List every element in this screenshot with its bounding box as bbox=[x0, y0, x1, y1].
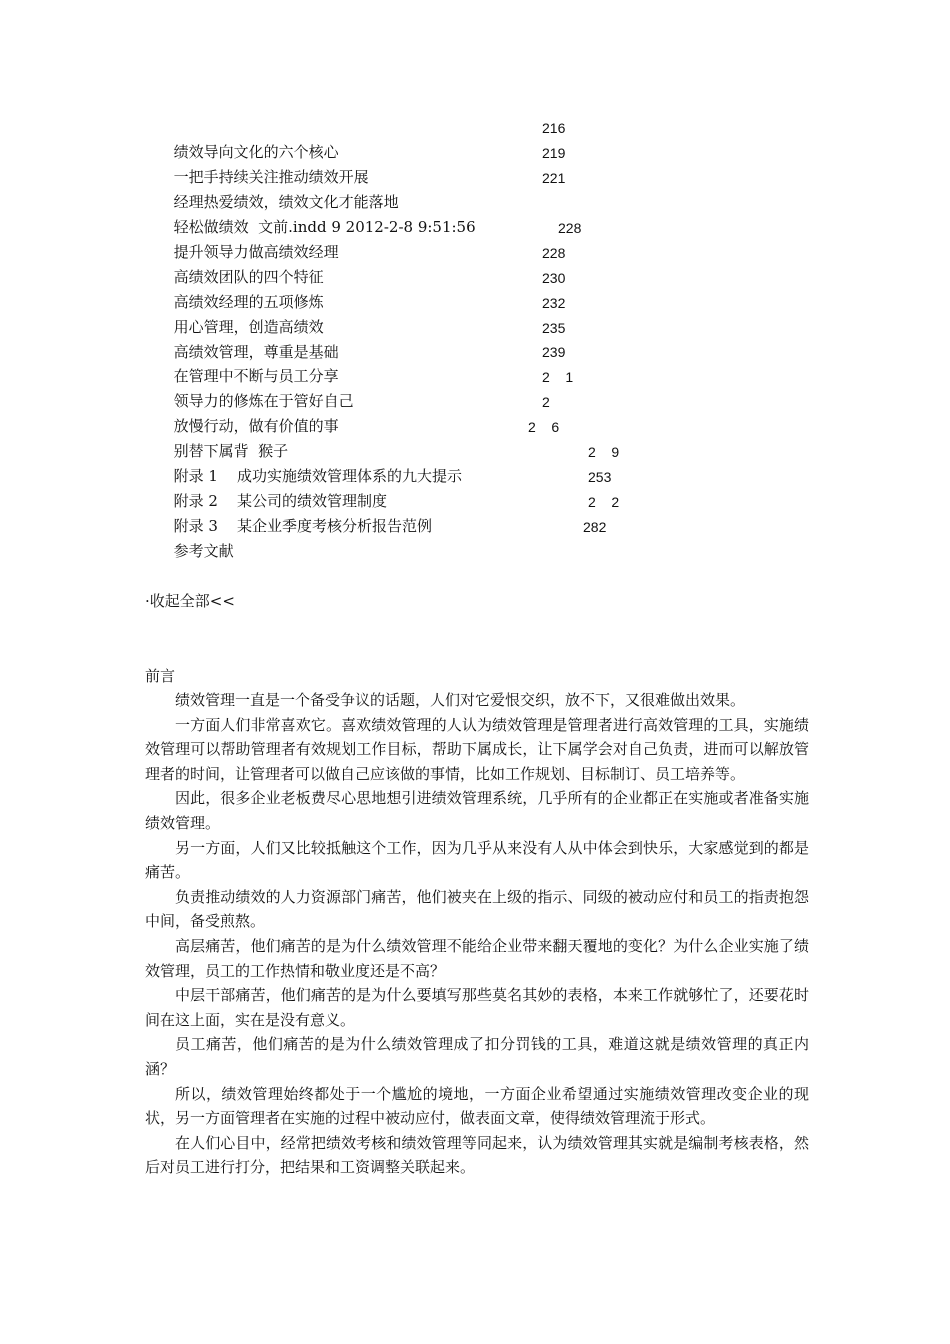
preface-paragraph: 负责推动绩效的人力资源部门痛苦，他们被夹在上级的指示、同级的被动应付和员工的指责抱怨中间，备受煎熬。 bbox=[145, 887, 809, 931]
toc-entry-title: 在管理中不断与员工分享 bbox=[173, 367, 339, 385]
toc-entry-title: 高绩效经理的五项修炼 bbox=[173, 293, 324, 311]
preface-body bbox=[145, 688, 809, 1180]
toc-entry-file-info bbox=[145, 191, 476, 236]
preface-paragraph: 在人们心目中，经常把绩效考核和绩效管理等同起来，认为绩效管理其实就是编制考核表格，然后对员工进行打分，把结果和工资调整关联起来。 bbox=[145, 1133, 809, 1177]
toc-entry-title: 绩效导向文化的六个核心 bbox=[173, 143, 339, 161]
toc-entry-title: 附录 2 某公司的绩效管理制度 bbox=[173, 492, 387, 510]
preface-paragraph: 中层干部痛苦，他们痛苦的是为什么要填写那些莫名其妙的表格，本来工作就够忙了，还要花时间在这上面，实在是没有意义。 bbox=[145, 986, 809, 1029]
toc-entry-title: 放慢行动，做有价值的事 bbox=[173, 417, 339, 435]
toc-entry[interactable] bbox=[145, 365, 574, 410]
toc-entry-page: 2 9 bbox=[588, 444, 620, 460]
toc-entry-title: 高绩效管理，尊重是基础 bbox=[173, 343, 339, 361]
toc-entry-title: 经理热爱绩效，绩效文化才能落地 bbox=[173, 193, 399, 211]
toc-entry-page: 221 bbox=[542, 170, 566, 186]
toc-entry-page: 282 bbox=[583, 519, 607, 535]
toc-entry-page: 228 bbox=[558, 220, 582, 236]
preface-heading: 前言 bbox=[145, 667, 176, 685]
toc-entry-page: 2 bbox=[542, 394, 550, 410]
toc-entry-page: 235 bbox=[542, 320, 566, 336]
toc-entry-page: 253 bbox=[588, 469, 612, 485]
preface-paragraph: 绩效管理一直是一个备受争议的话题，人们对它爱恨交织，放不下，又很难做出效果。 bbox=[175, 691, 746, 709]
toc-entry-title: 用心管理，创造高绩效 bbox=[173, 318, 324, 336]
preface-paragraph: 因此，很多企业老板费尽心思地想引进绩效管理系统，几乎所有的企业都正在实施或者准备实施绩效管理。 bbox=[145, 789, 809, 832]
toc-entry-page: 228 bbox=[542, 245, 566, 261]
toc-entry-title: 一把手持续关注推动绩效开展 bbox=[173, 168, 369, 186]
preface-paragraph: 高层痛苦，他们痛苦的是为什么绩效管理不能给企业带来翻天覆地的变化？为什么企业实施了绩效管理，员工的工作热情和敬业度还是不高？ bbox=[145, 936, 809, 980]
toc-entry-page: 232 bbox=[542, 295, 566, 311]
preface-paragraph: 所以，绩效管理始终都处于一个尴尬的境地，一方面企业希望通过实施绩效管理改变企业的现状，另一方面管理者在实施的过程中被动应付，做表面文章，使得绩效管理流于形式。 bbox=[145, 1084, 809, 1128]
toc-entry[interactable] bbox=[145, 166, 566, 211]
toc-entry-title: 参考文献 bbox=[173, 542, 234, 560]
toc-entry-title: 提升领导力做高绩效经理 bbox=[173, 243, 339, 261]
toc-entry-page: 230 bbox=[542, 270, 566, 286]
toc-entry-page: 2 2 bbox=[588, 494, 620, 510]
toc-entry-page: 2 6 bbox=[528, 419, 560, 435]
preface-paragraph: 员工痛苦，他们痛苦的是为什么绩效管理成了扣分罚钱的工具，难道这就是绩效管理的真正内涵？ bbox=[145, 1035, 809, 1078]
toc-entry-title: 附录 1 成功实施绩效管理体系的九大提示 bbox=[173, 467, 462, 485]
toc-entry[interactable] bbox=[145, 415, 560, 460]
toc-entry-page: 219 bbox=[542, 145, 566, 161]
toc-entry-title: 领导力的修炼在于管好自己 bbox=[173, 392, 354, 410]
toc-entry-title: 附录 3 某企业季度考核分析报告范例 bbox=[173, 517, 432, 535]
toc-entry-title: 轻松做绩效 文前.indd 9 2012-2-8 9:51:56 bbox=[173, 218, 476, 236]
toc-entry-title: 高绩效团队的四个特征 bbox=[173, 268, 324, 286]
toc-entry-page: 239 bbox=[542, 344, 566, 360]
preface-paragraph: 另一方面，人们又比较抵触这个工作，因为几乎从来没有人从中体会到快乐，大家感觉到的都是痛苦。 bbox=[145, 838, 809, 882]
toc-entry[interactable] bbox=[145, 216, 582, 261]
toc-entry-title: 别替下属背 猴子 bbox=[173, 442, 289, 460]
toc-entry-page: 2 1 bbox=[542, 369, 574, 385]
toc-entry-page: 216 bbox=[542, 120, 566, 136]
collapse-all-link[interactable]: ·收起全部<< bbox=[145, 592, 235, 610]
preface-paragraph: 一方面人们非常喜欢它。喜欢绩效管理的人认为绩效管理是管理者进行高效管理的工具，实施绩效管理可以帮助管理者有效规划工作目标，帮助下属成长，让下属学会对自己负责，进而可以解放管理者的时间，让管理者可以做自己应该做的事情，比如工作规划、目标制订、员工培养等。 bbox=[145, 715, 809, 783]
